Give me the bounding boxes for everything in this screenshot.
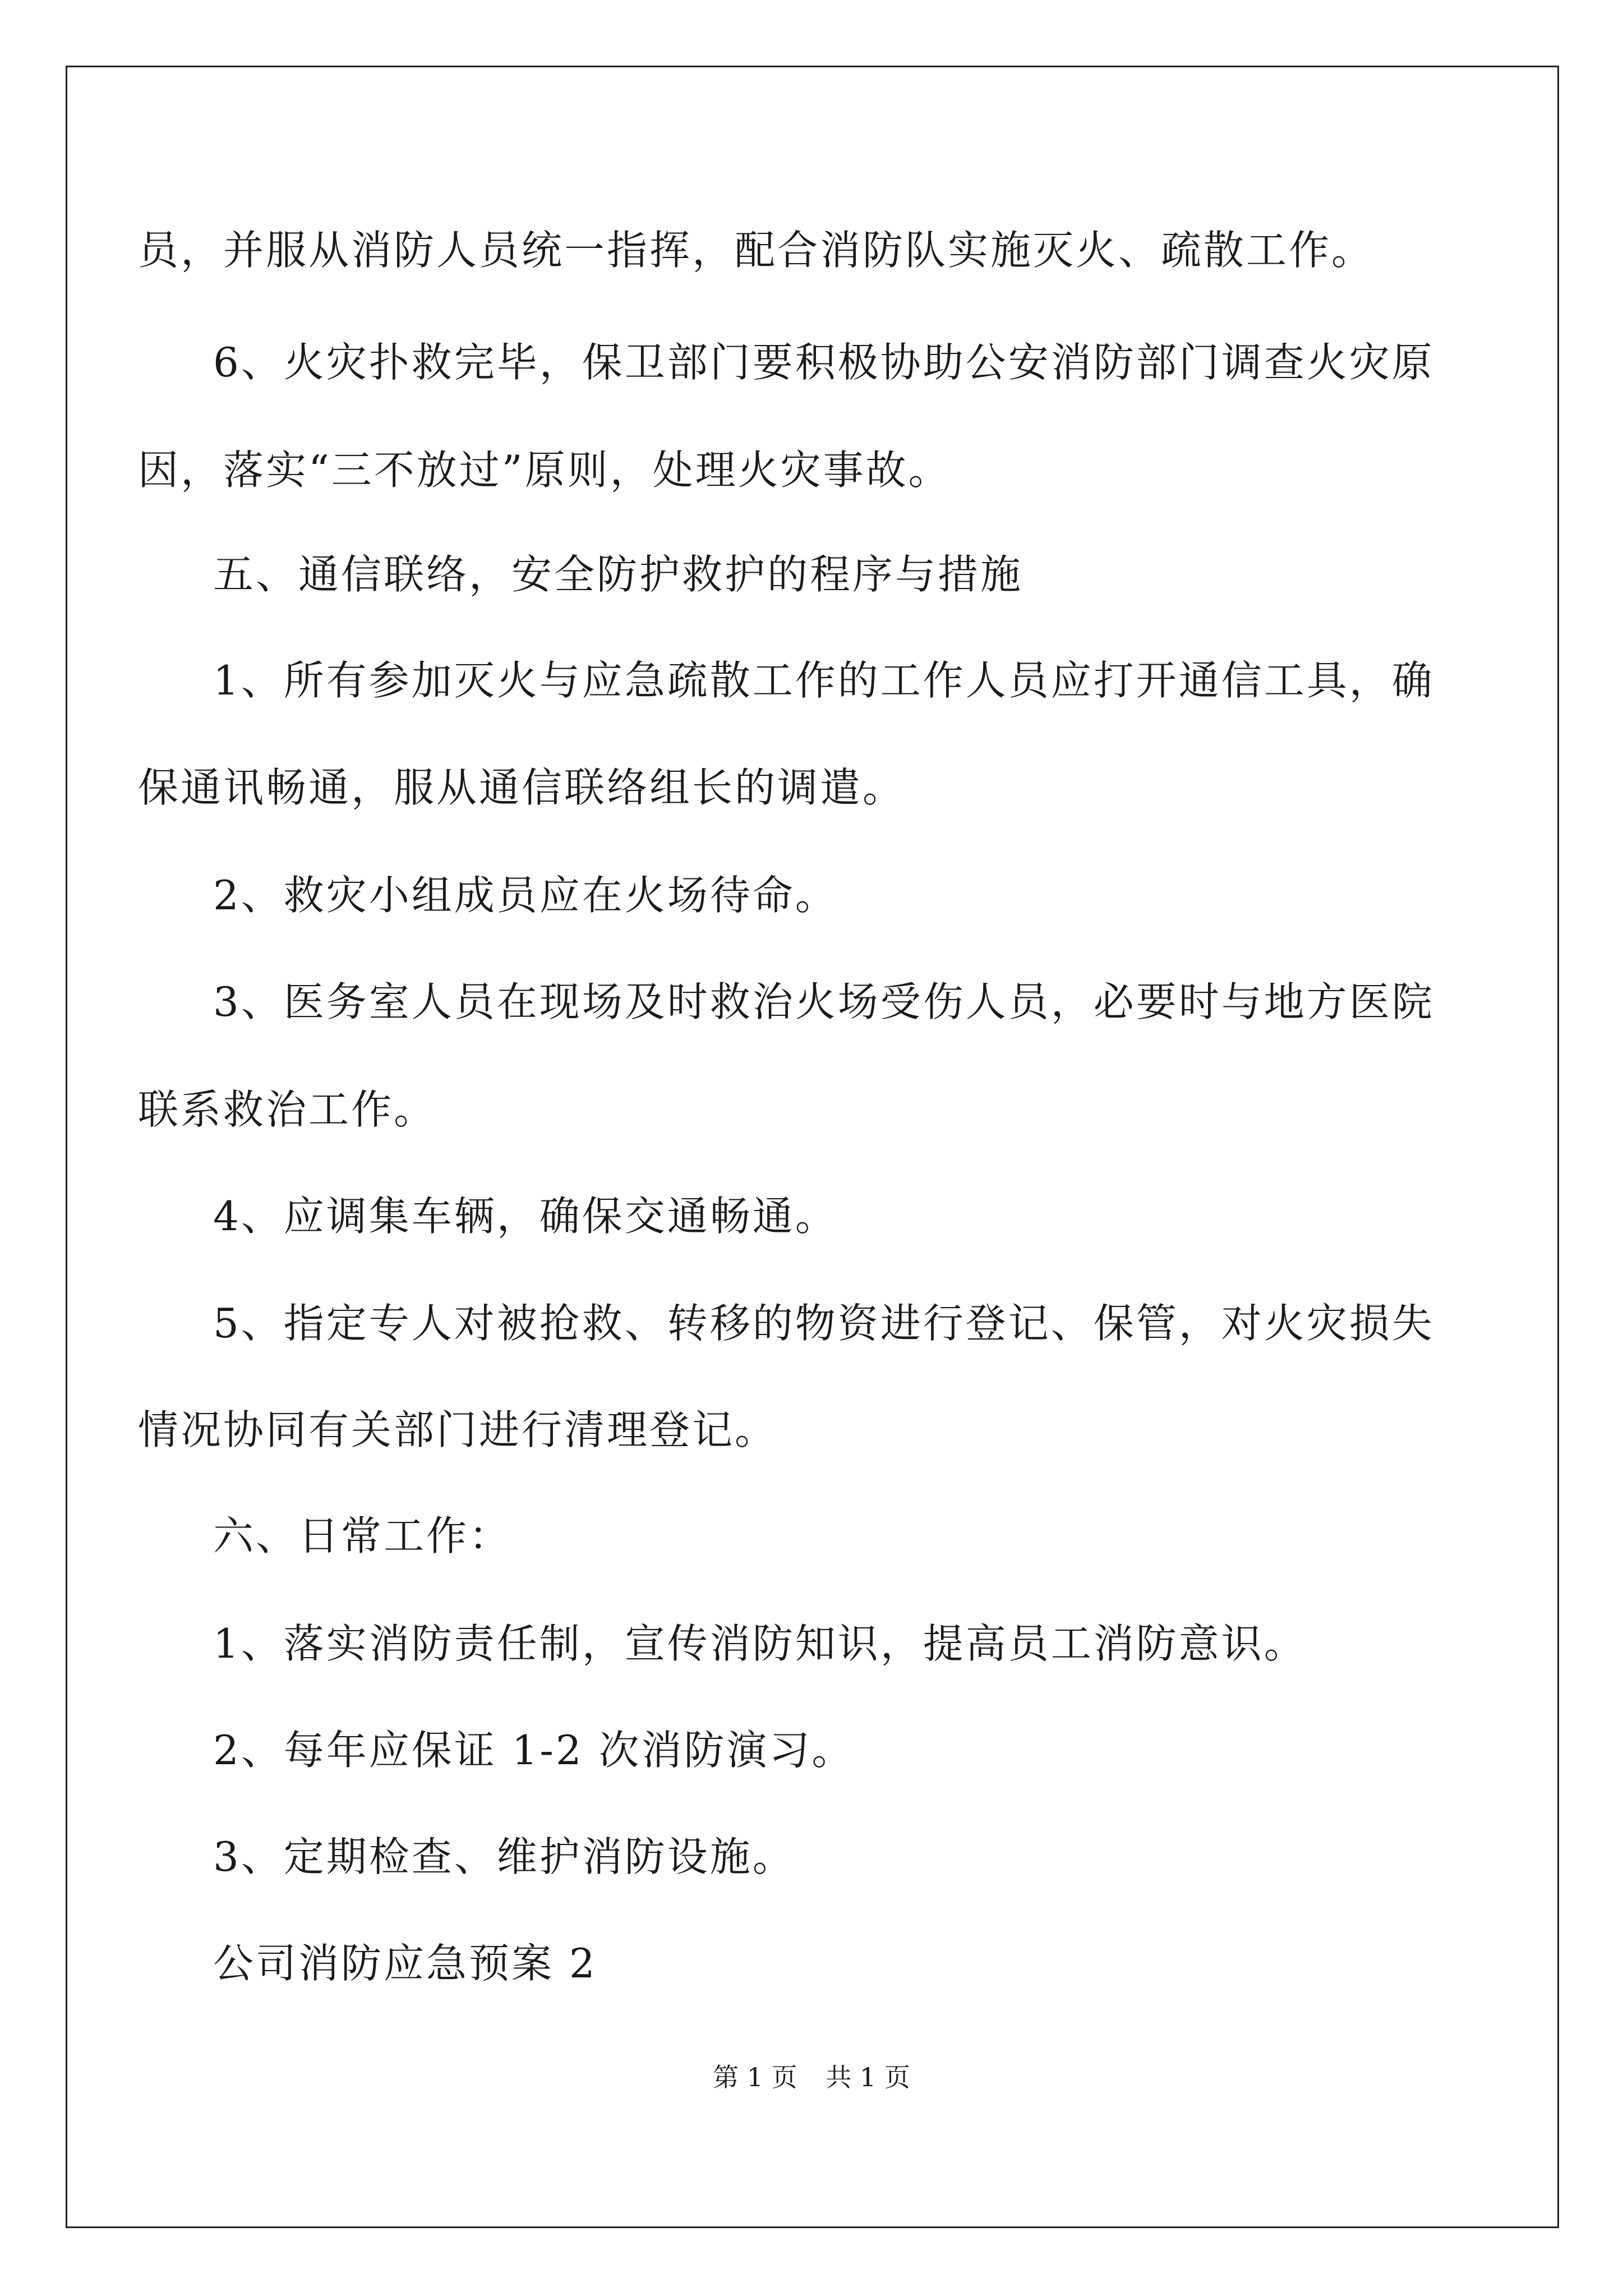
text-line: 情况协同有关部门进行清理登记。: [138, 1406, 778, 1453]
text-line: 3、定期检查、维护消防设施。: [213, 1833, 795, 1880]
document-title: 公司消防应急预案 2: [213, 1940, 597, 1987]
text-line: 保通讯畅通，服从通信联络组长的调遣。: [138, 764, 906, 811]
page-count: 共 1 页: [826, 2062, 910, 2092]
text-line: 员，并服从消防人员统一指挥，配合消防队实施灭火、疏散工作。: [138, 227, 1375, 274]
text-line: 1、落实消防责任制，宣传消防知识，提高员工消防意识。: [213, 1620, 1307, 1667]
page-number: 第 1 页: [713, 2062, 797, 2092]
section-heading: 六、日常工作：: [213, 1512, 512, 1559]
text-line: 2、救灾小组成员应在火场待命。: [213, 872, 838, 919]
text-line: 2、每年应保证 1-2 次消防演习。: [213, 1727, 855, 1774]
text-line: 6、火灾扑救完毕，保卫部门要积极协助公安消防部门调查火灾原: [213, 339, 1435, 386]
page-border: [66, 66, 1559, 2228]
section-heading: 五、通信联络，安全防护救护的程序与措施: [213, 551, 1023, 598]
text-line: 5、指定专人对被抢救、转移的物资进行登记、保管，对火灾损失: [213, 1300, 1435, 1347]
text-line: 因，落实“三不放过”原则，处理火灾事故。: [138, 447, 951, 494]
text-line: 3、医务室人员在现场及时救治火场受伤人员，必要时与地方医院: [213, 978, 1435, 1025]
page-footer: [0, 2064, 1623, 2090]
text-line: 联系救治工作。: [138, 1086, 437, 1133]
text-line: 4、应调集车辆，确保交通畅通。: [213, 1193, 838, 1240]
text-line: 1、所有参加灭火与应急疏散工作的工作人员应打开通信工具，确: [213, 657, 1435, 704]
